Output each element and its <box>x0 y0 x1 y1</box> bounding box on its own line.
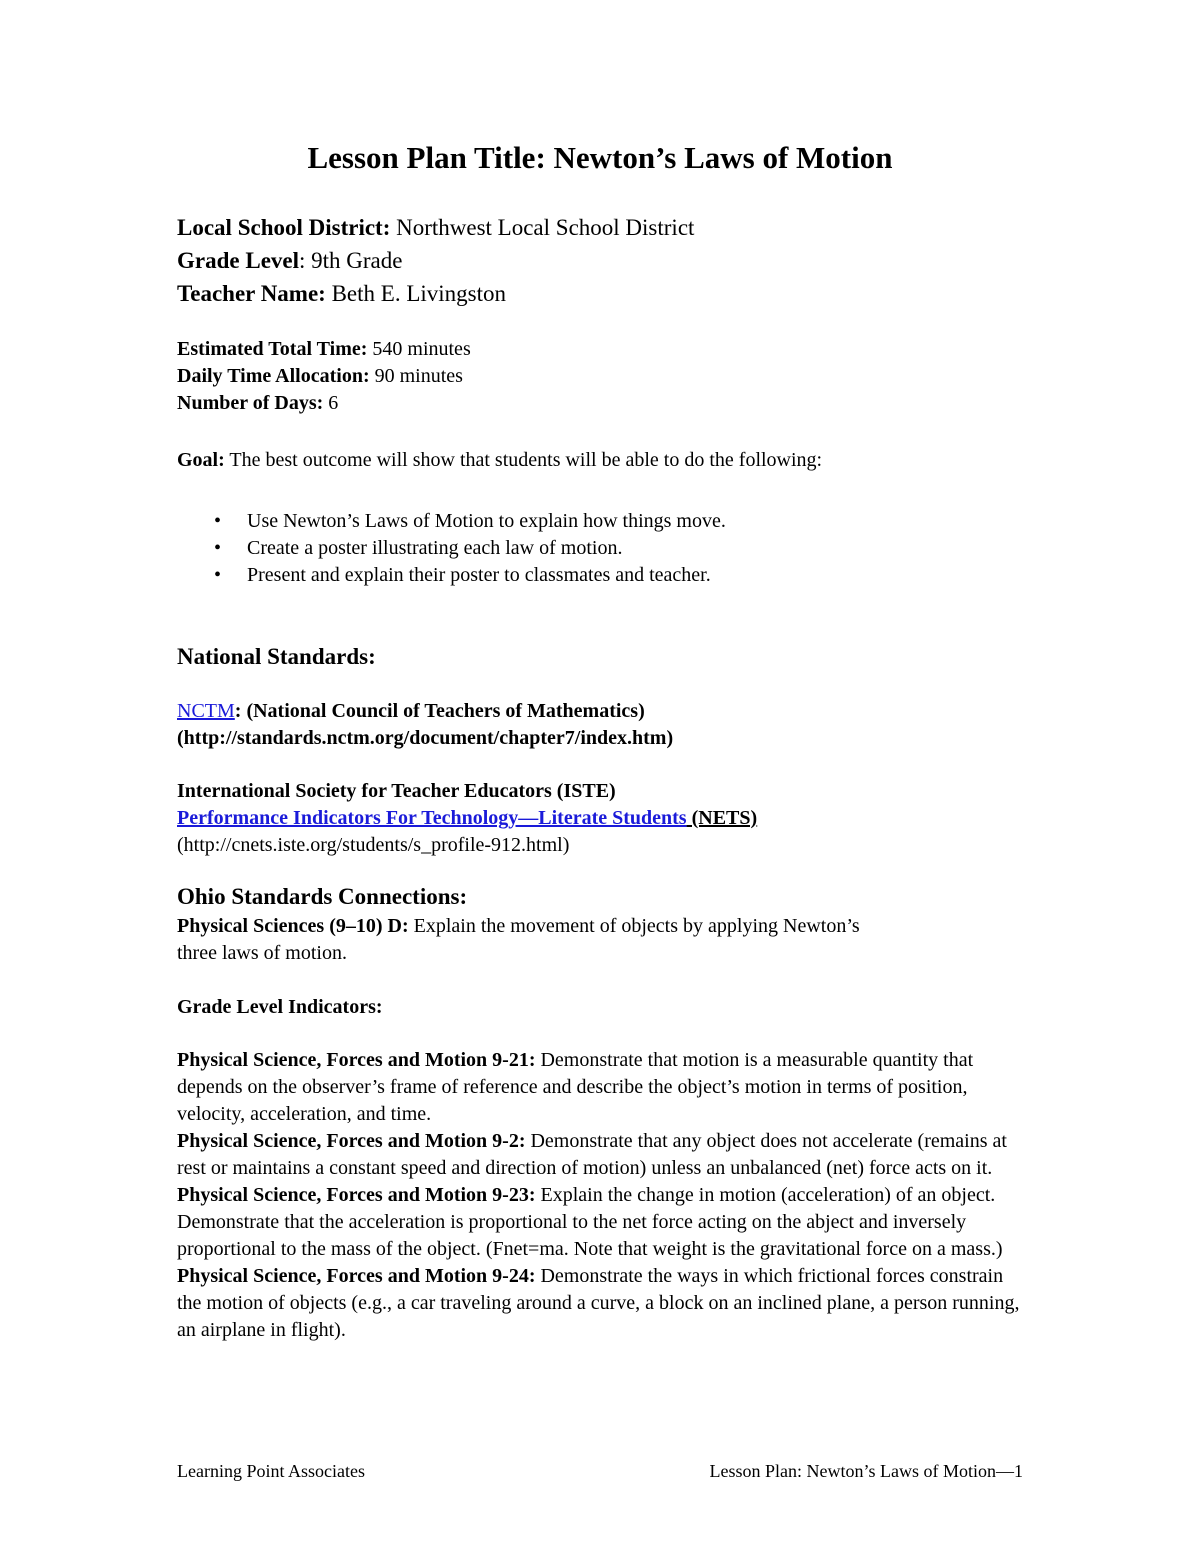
iste-line <box>177 805 757 832</box>
teacher-value: Beth E. Livingston <box>331 281 506 306</box>
physical-sciences-line <box>177 913 860 940</box>
nctm-url: (http://standards.nctm.org/document/chapter7/index.htm) <box>177 727 674 749</box>
nctm-line <box>177 698 645 725</box>
footer-right: Lesson Plan: Newton’s Laws of Motion—1 <box>709 1461 1023 1481</box>
iste-url: (http://cnets.iste.org/students/s_profile-912.html) <box>177 834 570 856</box>
nctm-text: : (National Council of Teachers of Mathematics) <box>234 700 645 722</box>
district-value: Northwest Local School District <box>396 215 695 240</box>
total-time-value: 540 minutes <box>372 338 471 360</box>
goal-label: Goal: <box>177 449 225 471</box>
list-item: • Use Newton’s Laws of Motion to explain how things move. <box>177 508 726 535</box>
physical-sciences-text-cont: three laws of motion. <box>177 942 347 964</box>
national-standards-heading: National Standards: <box>177 644 376 669</box>
indicator-text: Demonstrate the ways in which frictional forces constrain the motion of objects (e.g., a car traveling around a curve, a block on an inclined plane, a person running, an airplane in flight). <box>177 1265 1020 1341</box>
physical-sciences-text: Explain the movement of objects by applying Newton’s <box>408 915 860 937</box>
teacher-label: Teacher Name: <box>177 281 326 306</box>
days-value: 6 <box>328 392 339 414</box>
indicator-text: Demonstrate that motion is a measurable quantity that depends on the observer’s frame of reference and describe the object’s motion in terms of position, velocity, acceleration, and time. <box>177 1049 974 1125</box>
goal-bullets <box>177 508 726 589</box>
iste-link[interactable]: Performance Indicators For Technology—Literate Students <box>177 807 687 829</box>
indicator-text: Demonstrate that any object does not accelerate (remains at rest or maintains a constant speed and direction of motion) unless an unbalanced (net) force acts on it. <box>177 1130 1007 1179</box>
list-item: • Present and explain their poster to classmates and teacher. <box>177 562 726 589</box>
indicator-item <box>177 1263 1027 1344</box>
physical-sciences-label: Physical Sciences (9–10) D: <box>177 915 409 937</box>
indicator-label: Physical Science, Forces and Motion 9-24: <box>177 1265 536 1287</box>
daily-time-value: 90 minutes <box>374 365 463 387</box>
indicator-list <box>177 1047 1027 1344</box>
district-label: Local School District: <box>177 215 391 240</box>
days-line <box>177 390 338 417</box>
list-item: • Create a poster illustrating each law of motion. <box>177 535 726 562</box>
teacher-line <box>177 277 506 310</box>
grade-line <box>177 244 402 277</box>
daily-time-line <box>177 363 463 390</box>
indicator-label: Physical Science, Forces and Motion 9-21: <box>177 1049 536 1071</box>
nctm-link[interactable]: NCTM <box>177 700 235 722</box>
iste-title: International Society for Teacher Educators (ISTE) <box>177 780 616 802</box>
grade-label: Grade Level <box>177 248 299 273</box>
ohio-standards-heading: Ohio Standards Connections: <box>177 884 468 909</box>
goal-line <box>177 449 822 472</box>
indicator-item <box>177 1128 1027 1182</box>
grade-level-indicators-heading: Grade Level Indicators: <box>177 996 383 1018</box>
total-time-label: Estimated Total Time: <box>177 338 368 360</box>
daily-time-label: Daily Time Allocation: <box>177 365 370 387</box>
indicator-label: Physical Science, Forces and Motion 9-2: <box>177 1130 526 1152</box>
grade-value: 9th Grade <box>311 248 403 273</box>
indicator-label: Physical Science, Forces and Motion 9-23: <box>177 1184 536 1206</box>
total-time-line <box>177 336 471 363</box>
district-line <box>177 211 694 244</box>
indicator-item <box>177 1047 1027 1128</box>
days-label: Number of Days: <box>177 392 324 414</box>
indicator-text: Explain the change in motion (acceleration) of an object. Demonstrate that the acceleration is proportional to the net force acting on the abject and inversely proportional to the mass of the object. (Fnet=ma. Note that weight is the gravitational force on a mass.) <box>177 1184 1003 1260</box>
grade-separator: : <box>299 248 306 273</box>
goal-text: The best outcome will show that students will be able to do the following: <box>229 449 823 471</box>
indicator-item <box>177 1182 1027 1263</box>
footer-left: Learning Point Associates <box>177 1461 365 1481</box>
iste-nets: (NETS) <box>686 807 758 829</box>
page-title: Lesson Plan Title: Newton’s Laws of Motion <box>307 140 893 175</box>
